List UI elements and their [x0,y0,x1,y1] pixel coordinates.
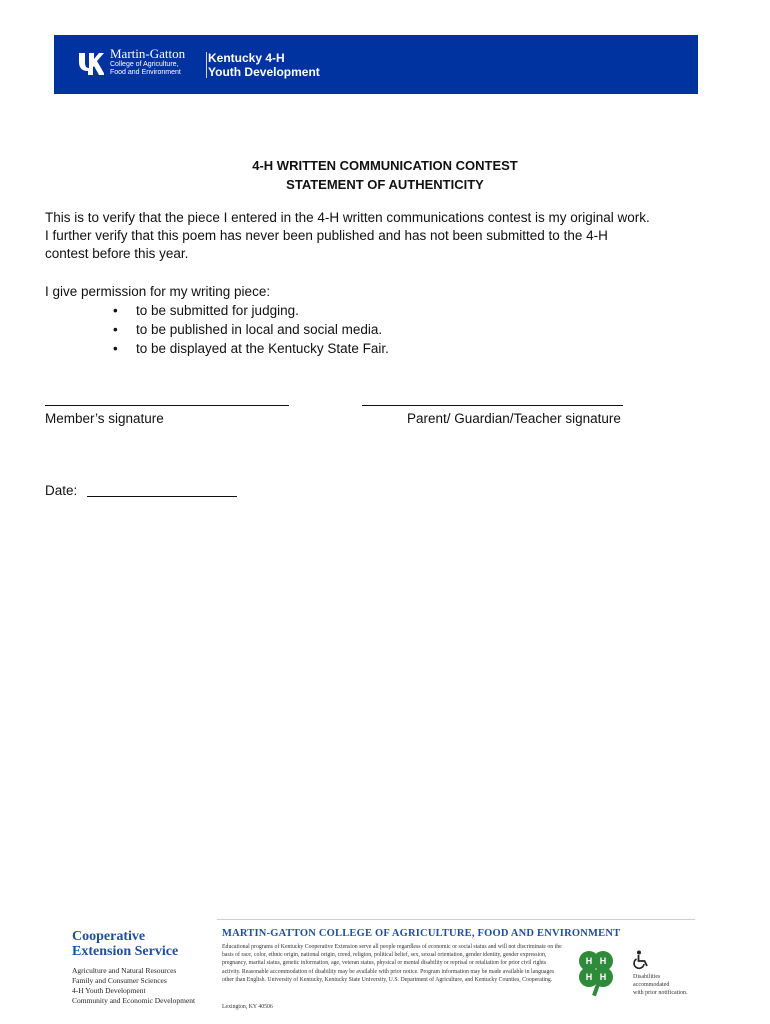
svg-text:H: H [585,972,593,982]
ces-program-units [72,966,195,1006]
date-label: Date: [45,483,78,498]
date-line[interactable] [87,496,237,497]
ces-wordmark [72,929,178,959]
document-title: 4-H WRITTEN COMMUNICATION CONTEST [252,158,518,173]
access-line-1: Disabilities [633,974,661,980]
college-title: MARTIN-GATTON COLLEGE OF AGRICULTURE, FOOD AND ENVIRONMENT [222,928,621,939]
svg-text:H: H [599,956,607,966]
header-banner [54,35,698,94]
program-line-1: Kentucky 4-H [208,51,285,65]
4h-clover-icon [570,946,622,998]
wheelchair-icon [632,950,650,970]
org-name: Martin-Gatton [110,46,186,61]
parent-signature-line[interactable] [362,405,623,406]
eeo-statement: Educational programs of Kentucky Cooperative Extension serve all people regardless of economic or social status and will not discriminate on the basis of race, color, ethnic origin, national origin, creed, religion, political belief, sex, sexual orientation, gender identity, gender expression, pregnancy, marital status, genetic information, age, veteran status, physical or mental disability or reprisal or retaliation for prior civil rights activity. Reasonable accommodation of disability may be available with prior notice. Program information may be made available in languages other than English. University of Kentucky, Kentucky State University, U.S. Department of Agriculture, and Kentucky Counties, Cooperating. [222,944,562,983]
program-line-2: Youth Development [208,65,320,79]
svg-text:H: H [599,972,607,982]
uk-wordmark [110,47,185,77]
unit-item: Community and Economic Development [72,996,196,1005]
document-subtitle: STATEMENT OF AUTHENTICITY [286,177,484,192]
org-subtitle-1: College of Agriculture, [110,61,179,68]
program-name [208,51,320,79]
footer-divider [217,919,695,920]
access-line-2: accommodated [633,982,670,988]
ces-line-2: Extension Service [72,944,179,959]
unit-item: 4-H Youth Development [72,986,146,995]
city-address: Lexington, KY 40506 [222,1004,273,1010]
parent-signature-label: Parent/ Guardian/Teacher signature [407,411,621,426]
unit-item: Agriculture and Natural Resources [72,966,177,975]
verification-statement [45,209,735,263]
ces-line-1: Cooperative [72,929,146,944]
uk-logo-icon [78,51,104,77]
svg-text:H: H [585,956,593,966]
member-signature-line[interactable] [45,405,289,406]
intro-line-2: I further verify that this poem has never been published and has not been submitted to the 4-H [45,228,608,243]
permission-intro: I give permission for my writing piece: [45,284,271,299]
accessibility-note [633,973,688,997]
member-signature-label: Member’s signature [45,411,164,426]
permission-item-media: • to be published in local and social media. [110,320,389,339]
org-subtitle-2: Food and Environment [110,69,181,76]
intro-line-1: This is to verify that the piece I entered in the 4-H written communications contest is my original work. [45,210,650,225]
intro-line-3: contest before this year. [45,246,189,261]
permission-list [110,301,389,358]
permission-item-judging: • to be submitted for judging. [110,301,389,320]
unit-item: Family and Consumer Sciences [72,976,167,985]
banner-divider [206,52,207,78]
access-line-3: with prior notification. [633,990,688,996]
permission-item-fair: • to be displayed at the Kentucky State Fair. [110,339,389,358]
